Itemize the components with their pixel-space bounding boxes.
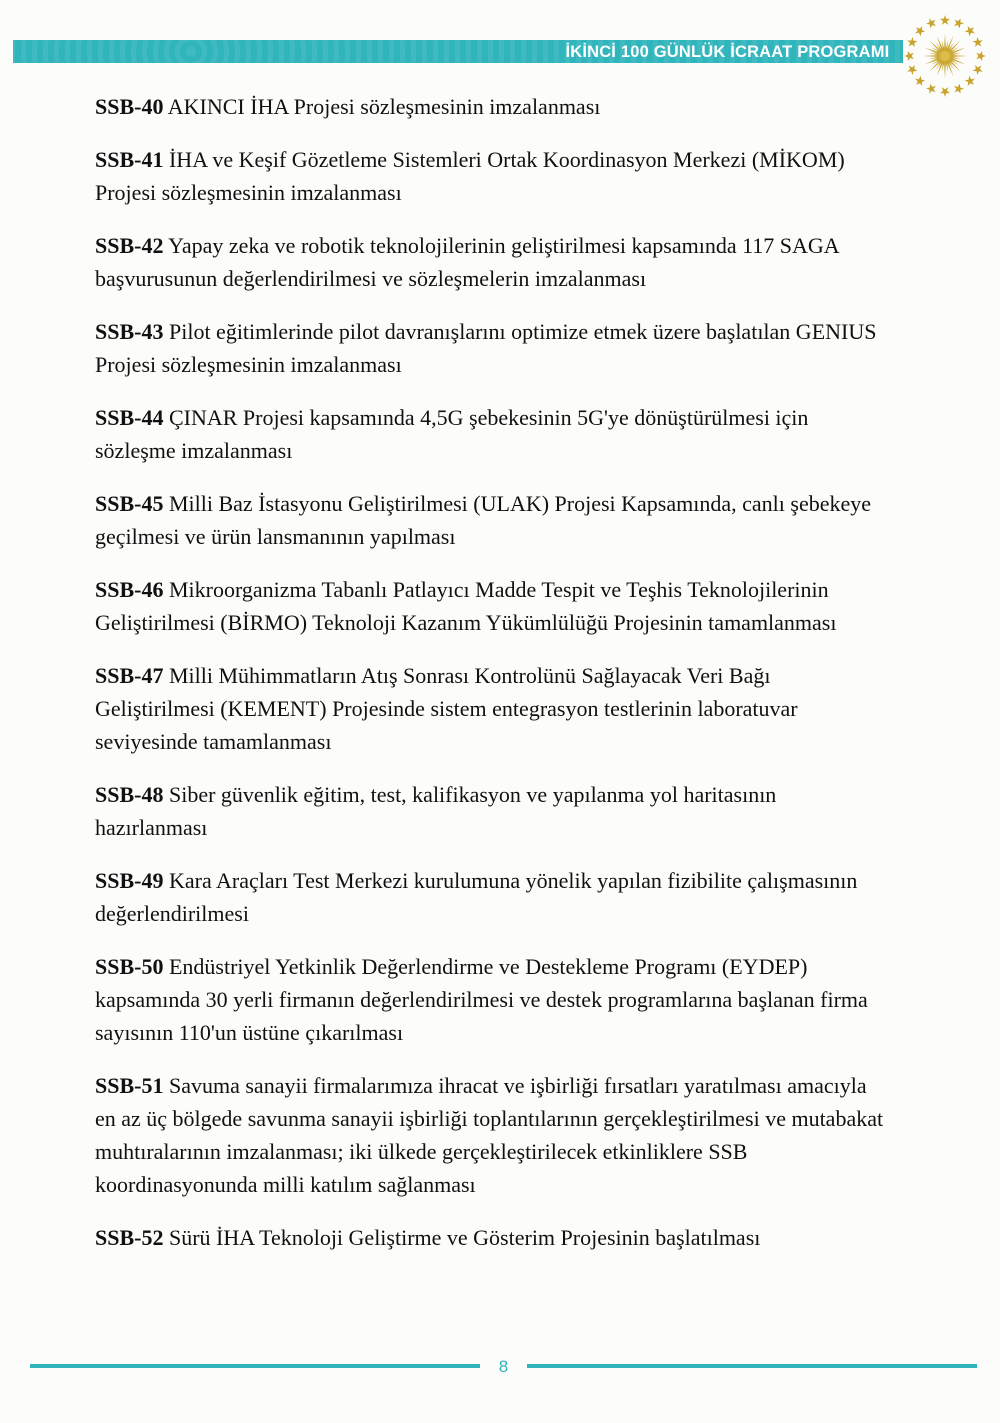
footer-rule-right bbox=[527, 1364, 977, 1368]
item-code: SSB-40 bbox=[95, 94, 164, 119]
list-item: SSB-52 Sürü İHA Teknoloji Geliştirme ve Gösterim Projesinin başlatılması bbox=[95, 1225, 761, 1250]
item-code: SSB-50 bbox=[95, 954, 164, 979]
list-item: SSB-44 ÇINAR Projesi kapsamında 4,5G şebekesinin 5G'ye dönüştürülmesi için sözleşme imzalanması bbox=[95, 405, 809, 463]
items-list bbox=[95, 90, 887, 1274]
list-item: SSB-46 Mikroorganizma Tabanlı Patlayıcı Madde Tespit ve Teşhis Teknolojilerinin Geliştirilmesi (BİRMO) Teknoloji Kazanım Yükümlülüğü Projesinin tamamlanması bbox=[95, 577, 837, 635]
presidential-seal-icon bbox=[897, 8, 993, 104]
list-item: SSB-45 Milli Baz İstasyonu Geliştirilmesi (ULAK) Projesi Kapsamında, canlı şebekeye geçilmesi ve ürün lansmanının yapılması bbox=[95, 491, 871, 549]
list-item: SSB-47 Milli Mühimmatların Atış Sonrası Kontrolünü Sağlayacak Veri Bağı Geliştirilmesi (KEMENT) Projesinde sistem entegrasyon testlerinin laboratuvar seviyesinde tamamlanması bbox=[95, 663, 798, 754]
list-item: SSB-48 Siber güvenlik eğitim, test, kalifikasyon ve yapılanma yol haritasının hazırlanması bbox=[95, 782, 777, 840]
list-item: SSB-42 Yapay zeka ve robotik teknolojilerinin geliştirilmesi kapsamında 117 SAGA başvurusunun değerlendirilmesi ve sözleşmelerin imzalanması bbox=[95, 233, 839, 291]
item-code: SSB-48 bbox=[95, 782, 164, 807]
page-number: 8 bbox=[498, 1356, 509, 1376]
list-item: SSB-51 Savuma sanayii firmalarımıza ihracat ve işbirliği fırsatları yaratılması amacıyla en az üç bölgede savunma sanayii işbirliği toplantılarının gerçekleştirilmesi ve mutabakat muhtıralarının imzalanması; iki ülkede gerçekleştirilecek etkinliklere SSB koordinasyonunda milli katılım sağlanması bbox=[95, 1073, 884, 1197]
footer bbox=[30, 1353, 977, 1379]
list-item: SSB-40 AKINCI İHA Projesi sözleşmesinin imzalanması bbox=[95, 94, 601, 119]
footer-rule-left bbox=[30, 1364, 480, 1368]
item-code: SSB-41 bbox=[95, 147, 164, 172]
item-code: SSB-44 bbox=[95, 405, 164, 430]
item-code: SSB-51 bbox=[95, 1073, 164, 1098]
item-code: SSB-43 bbox=[95, 319, 164, 344]
list-item: SSB-41 İHA ve Keşif Gözetleme Sistemleri Ortak Koordinasyon Merkezi (MİKOM) Projesi sözleşmesinin imzalanması bbox=[95, 147, 845, 205]
item-code: SSB-46 bbox=[95, 577, 164, 602]
list-item: SSB-49 Kara Araçları Test Merkezi kurulumuna yönelik yapılan fizibilite çalışmasının değerlendirilmesi bbox=[95, 868, 858, 926]
item-code: SSB-42 bbox=[95, 233, 164, 258]
list-item: SSB-43 Pilot eğitimlerinde pilot davranışlarını optimize etmek üzere başlatılan GENIUS Projesi sözleşmesinin imzalanması bbox=[95, 319, 877, 377]
item-code: SSB-52 bbox=[95, 1225, 164, 1250]
page-title: İKİNCİ 100 GÜNLÜK İCRAAT PROGRAMI bbox=[565, 41, 890, 61]
header-bar bbox=[13, 40, 903, 63]
item-code: SSB-49 bbox=[95, 868, 164, 893]
item-code: SSB-47 bbox=[95, 663, 164, 688]
item-code: SSB-45 bbox=[95, 491, 164, 516]
list-item: SSB-50 Endüstriyel Yetkinlik Değerlendirme ve Destekleme Programı (EYDEP) kapsamında 30 yerli firmanın değerlendirilmesi ve destek programlarına başlanan firma sayısının 110'un üstüne çıkarılması bbox=[95, 954, 868, 1045]
